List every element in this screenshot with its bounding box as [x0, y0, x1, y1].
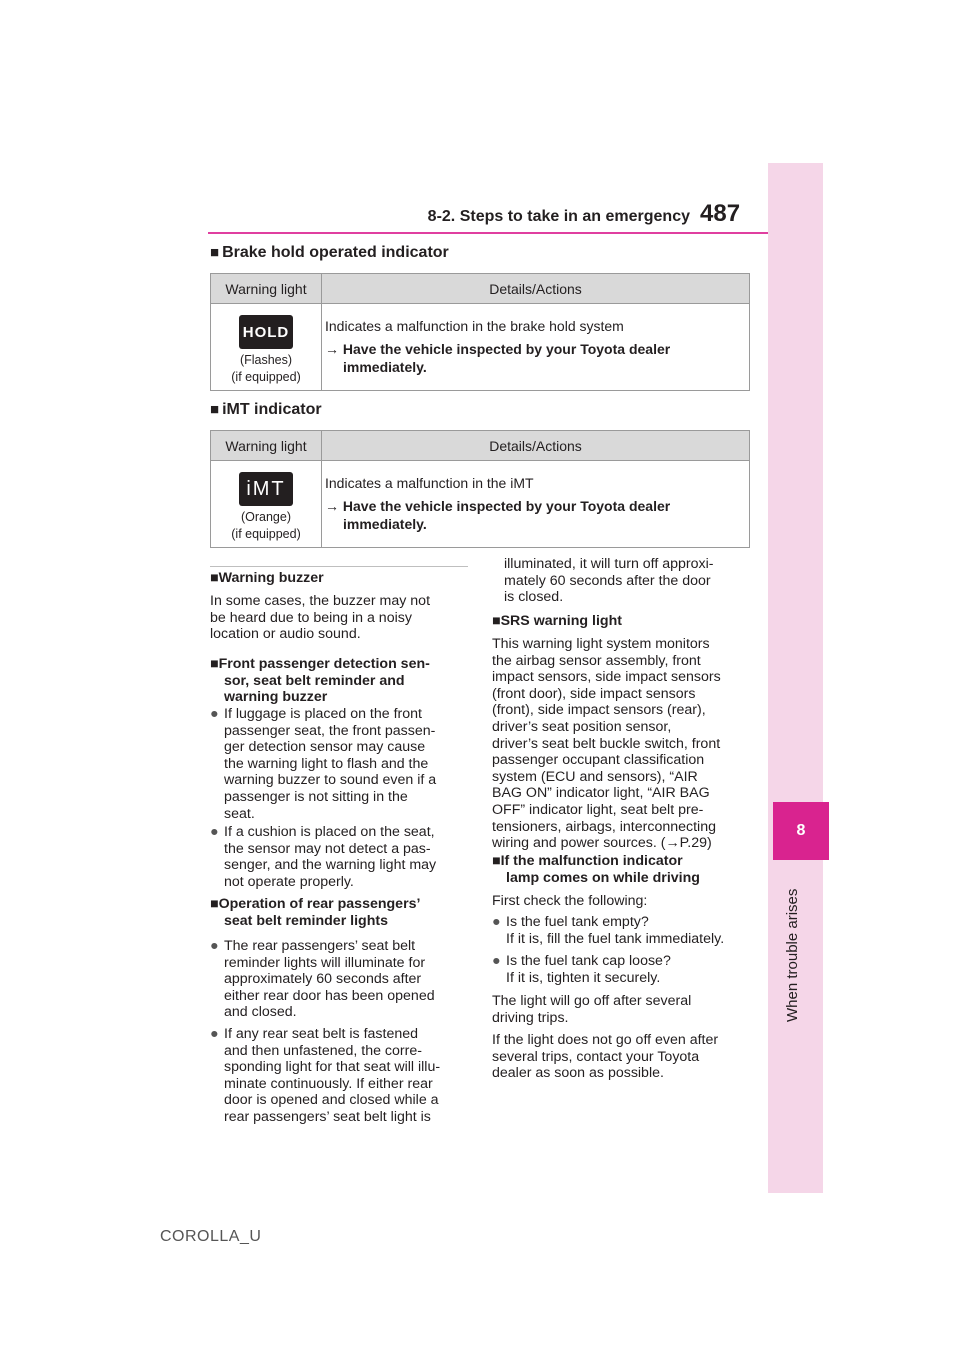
table-header [211, 274, 749, 304]
table-row [211, 461, 749, 547]
chapter-side-tab [768, 163, 823, 1193]
arrow-icon: → [325, 341, 339, 357]
header-rule [208, 232, 768, 234]
col-details-actions: Details/Actions [489, 280, 582, 297]
list-item: ● If luggage is placed on the front passenger seat, the front passen- ger detection sensor may cause the warning light to flash and the warning buzzer to sound even if a passenger is not sitting in the seat. [210, 706, 437, 822]
chapter-number: 8 [773, 802, 829, 860]
col-details-actions: Details/Actions [489, 437, 582, 454]
hold-indicator-icon: HOLD [239, 315, 293, 349]
brake-hold-table [210, 273, 750, 391]
col-warning-light: Warning light [211, 274, 322, 303]
action-text: → Have the vehicle inspected by your Toyota dealer immediately. [325, 341, 671, 375]
circle-bullet-icon: ● [210, 1026, 219, 1042]
malfunction-description: Indicates a malfunction in the brake hold system [325, 318, 624, 334]
col-warning-light: Warning light [211, 431, 322, 460]
circle-bullet-icon: ● [210, 938, 219, 954]
icon-caption: (Flashes) [239, 353, 293, 367]
list-item: ● If any rear seat belt is fastened and then unfastened, the corre- sponding light for that seat will illu- minate continuously. If either rear door is opened and closed while a rear passengers’ seat belt light is [210, 1026, 441, 1125]
paragraph: If the light does not go off even after several trips, contact your Toyota dealer as soon as possible. [492, 1032, 719, 1082]
square-bullet-icon: ■ [210, 656, 219, 672]
list-item: ● The rear passengers’ seat belt reminder lights will illuminate for approximately 60 seconds after either rear door has been opened and closed. [210, 938, 435, 1021]
subheading: ■Warning buzzer [210, 570, 324, 586]
icon-caption: (if equipped) [231, 527, 301, 541]
malfunction-description: Indicates a malfunction in the iMT [325, 475, 534, 491]
section-title: 8-2. Steps to take in an emergency [427, 208, 690, 225]
paragraph: The light will go off after several driving trips. [492, 993, 692, 1026]
paragraph: In some cases, the buzzer may not be heard due to being in a noisy location or audio sound. [210, 593, 431, 643]
brake-hold-heading: ■ Brake hold operated indicator [210, 244, 449, 261]
action-text: → Have the vehicle inspected by your Toyota dealer immediately. [325, 498, 671, 532]
square-bullet-icon: ■ [210, 244, 220, 261]
square-bullet-icon: ■ [210, 570, 219, 586]
paragraph: First check the following: [492, 893, 648, 909]
paragraph: illuminated, it will turn off approxi- mately 60 seconds after the door is closed. [504, 556, 714, 606]
circle-bullet-icon: ● [492, 953, 501, 969]
circle-bullet-icon: ● [492, 914, 501, 930]
square-bullet-icon: ■ [492, 613, 501, 629]
square-bullet-icon: ■ [492, 853, 501, 869]
document-footer: COROLLA_U [160, 1228, 262, 1245]
square-bullet-icon: ■ [210, 896, 219, 912]
list-item: ● If a cushion is placed on the seat, the sensor may not detect a pas- senger, and the warning light may not operate properly. [210, 824, 437, 890]
imt-table [210, 430, 750, 548]
table-header [211, 431, 749, 461]
imt-indicator-icon: iMT [239, 472, 293, 506]
icon-caption: (if equipped) [231, 370, 301, 384]
list-item: ● Is the fuel tank empty? If it is, fill the fuel tank immediately. [492, 914, 725, 947]
list-item: ● Is the fuel tank cap loose? If it is, tighten it securely. [492, 953, 671, 986]
page-number: 487 [700, 200, 741, 227]
icon-caption: (Orange) [240, 510, 292, 524]
circle-bullet-icon: ● [210, 824, 219, 840]
circle-bullet-icon: ● [210, 706, 219, 722]
paragraph: This warning light system monitors the airbag sensor assembly, front impact sensors, side impact sensors (front door), side impact sensors (front), side impact sensors (rear), driver’s seat position sensor, driver’s seat belt buckle switch, front passenger occupant classification system (ECU and sensors), “AIR BAG ON” indicator light, “AIR BAG OFF” indicator light, seat belt pre- tensioners, airbags, interconnecting wiring and power sources. (→P.29) [492, 636, 721, 852]
subheading: ■SRS warning light [492, 613, 622, 629]
subheading: ■Front passenger detection sen- sor, seat belt reminder and warning buzzer [210, 656, 430, 706]
subheading: ■Operation of rear passengers’ seat belt reminder lights [210, 896, 421, 929]
table-row [211, 304, 749, 390]
imt-heading: ■ iMT indicator [210, 401, 322, 418]
chapter-title: When trouble arises [784, 888, 801, 1022]
arrow-icon: → [325, 498, 339, 514]
square-bullet-icon: ■ [210, 401, 220, 418]
subheading: ■If the malfunction indicator lamp comes on while driving [492, 853, 700, 886]
divider [210, 566, 468, 567]
